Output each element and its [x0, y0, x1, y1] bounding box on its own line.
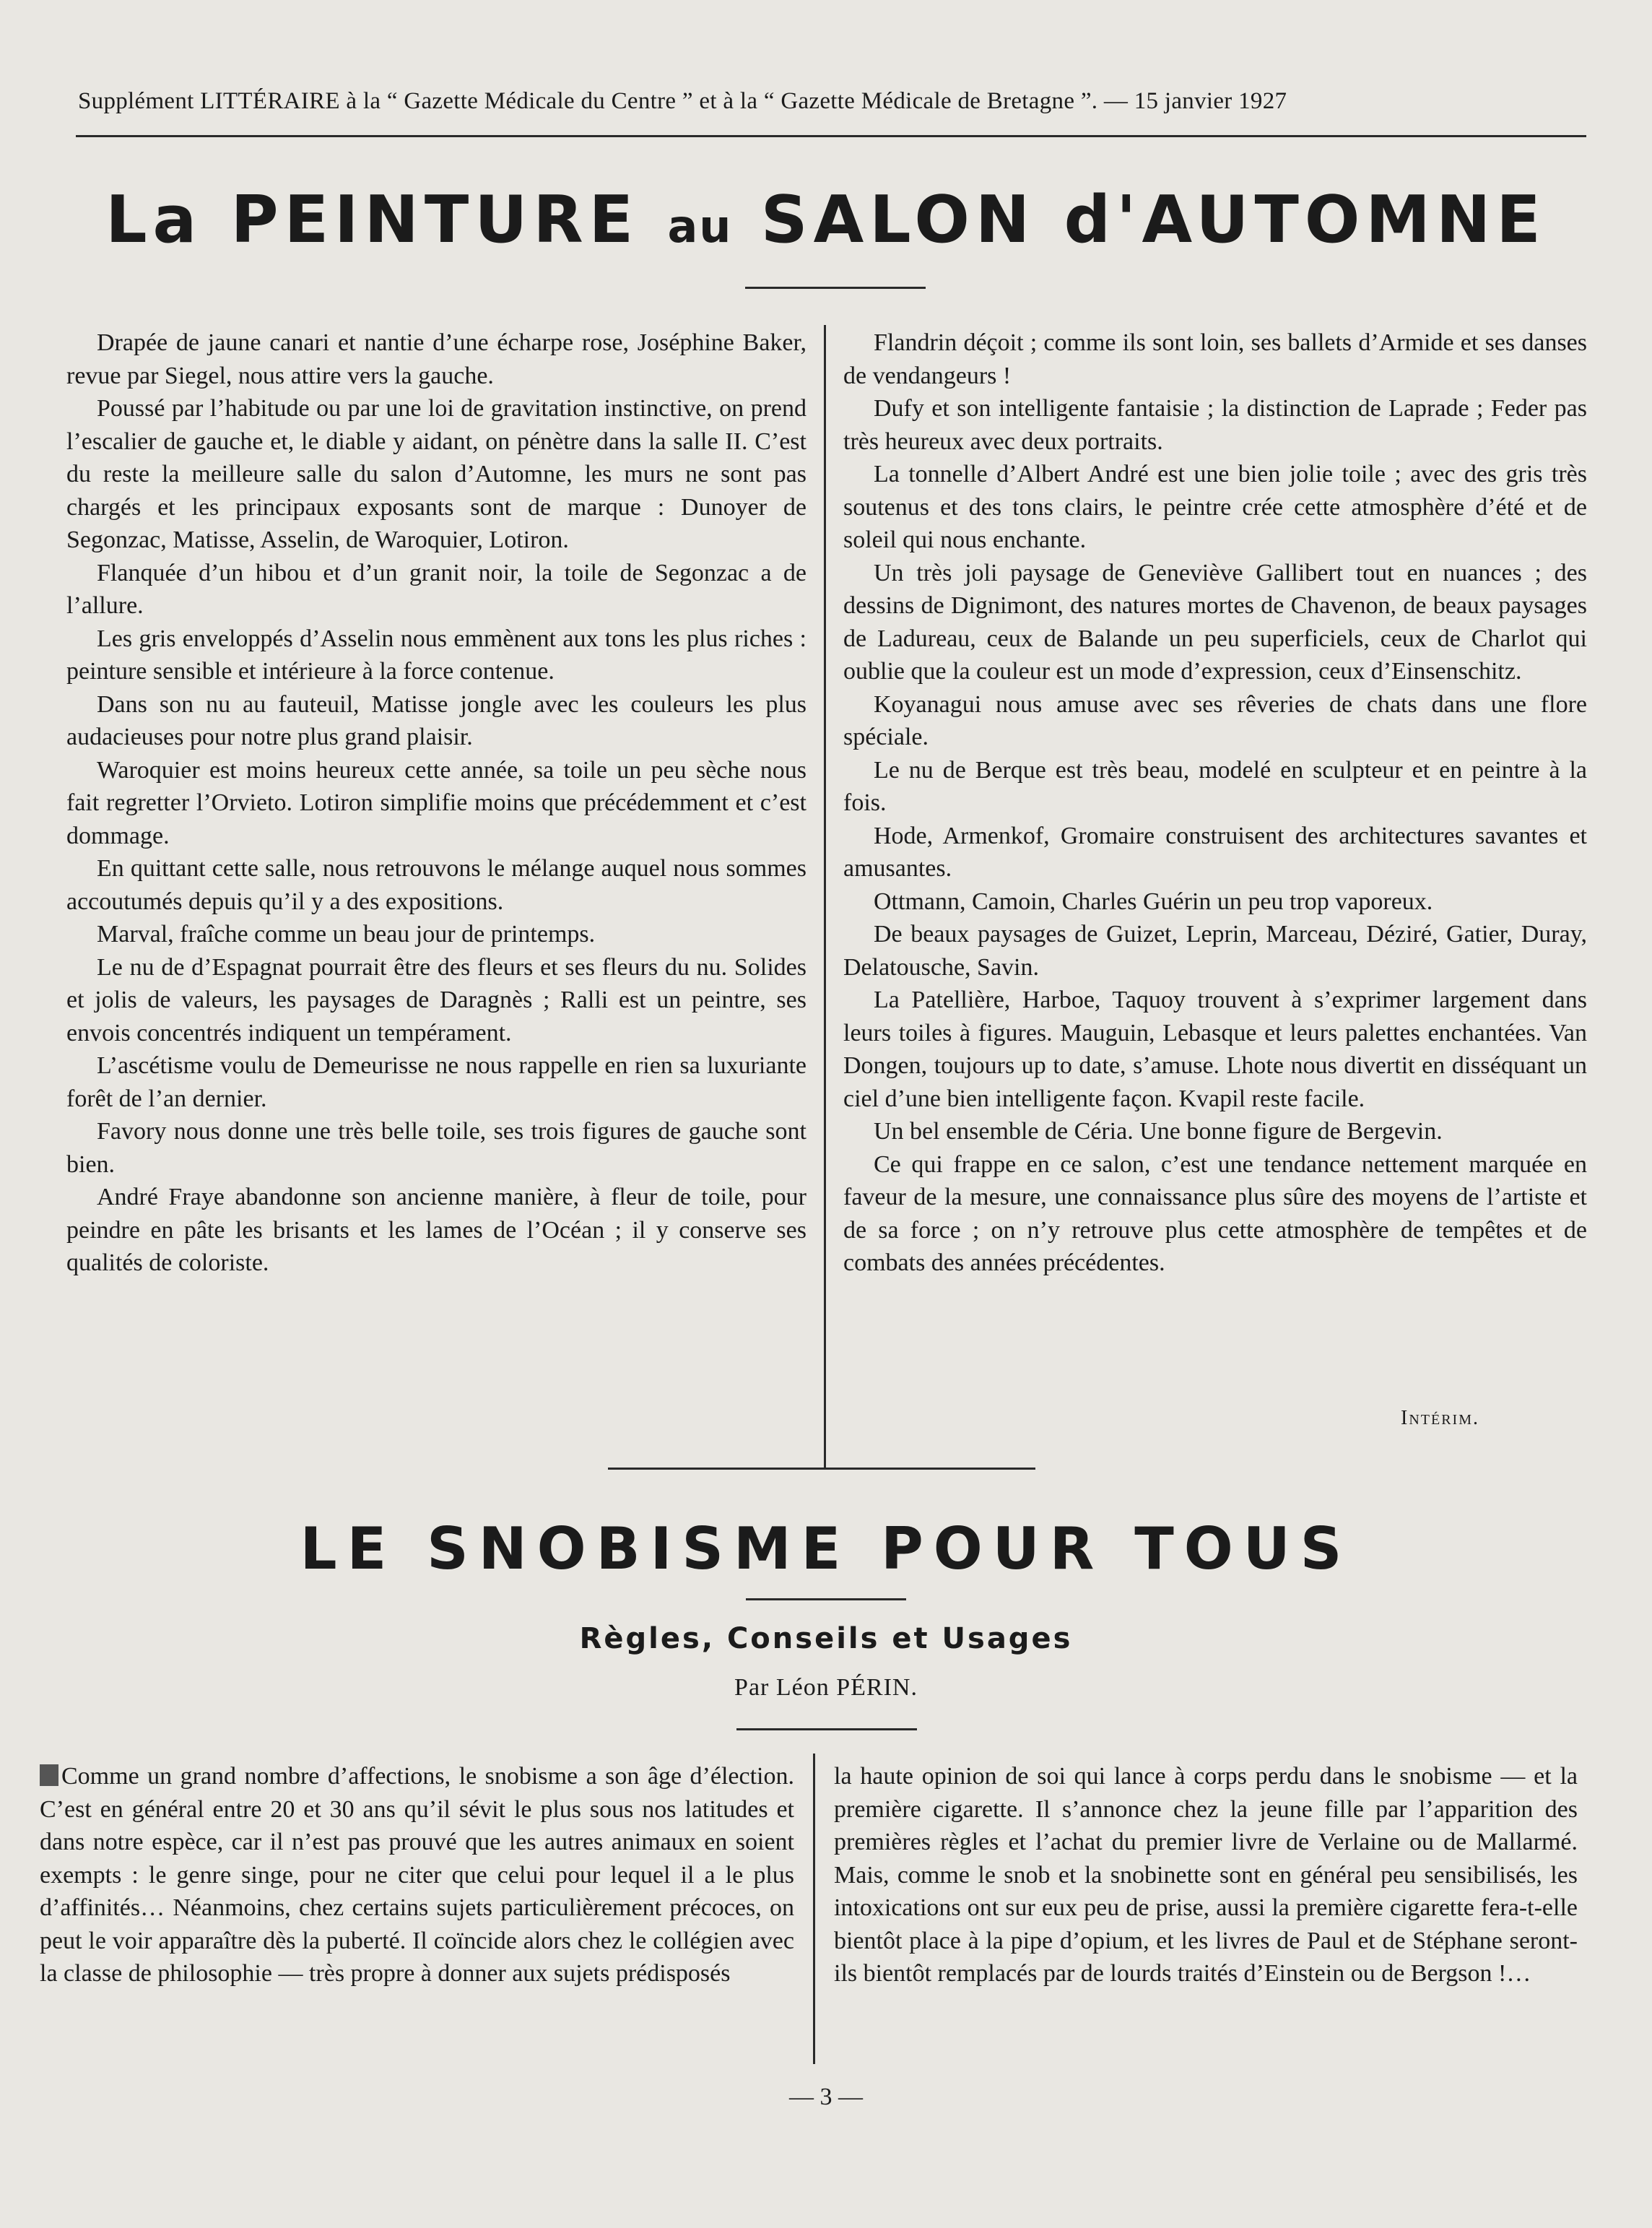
article1-title-part3: SALON d'AUTOMNE — [760, 182, 1547, 258]
paragraph: Un très joli paysage de Geneviève Gallibert tout en nuances ; des dessins de Dignimont, des natures mortes de Chavenon, de beaux paysages de Ladureau, ceux de Balande un peu superficiels, ceux de Charlot qui oublie que la couleur est un mode d’expression, ceux d’Einsenschitz. — [843, 559, 1587, 685]
supplement-header: Supplément LITTÉRAIRE à la “ Gazette Médicale du Centre ” et à la “ Gazette Médicale de Bretagne ”. — 15 janvier 1927 — [78, 88, 1287, 114]
paragraph: la haute opinion de soi qui lance à corps perdu dans le snobisme — et la première cigarette. Il s’annonce chez la jeune fille par l’apparition des premières règles et l’achat du premier livre de Verlaine ou de Mallarmé. Mais, comme le snob et la snobinette sont en général peu sensibilisés, les intoxications ont sur eux peu de prise, aussi la première cigarette fera-t-elle bientôt place à la pipe d’opium, et les livres de Paul et de Stéphane seront-ils bientôt remplacés par de lourds traités d’Einstein ou de Bergson !… — [834, 1763, 1578, 1987]
paragraph: Waroquier est moins heureux cette année, sa toile un peu sèche nous fait regretter l’Orvieto. Lotiron simplifie moins que précédemment et c’est dommage. — [66, 756, 807, 849]
section-separator-rule — [608, 1468, 1035, 1470]
paragraph: Ottmann, Camoin, Charles Guérin un peu trop vaporeux. — [874, 888, 1433, 915]
lettrine-mark — [40, 1764, 58, 1786]
article1-signature: Intérim. — [1401, 1407, 1479, 1429]
article1-title-part2: au — [667, 200, 733, 253]
article2-column-2 — [834, 1760, 1578, 1990]
article2-subtitle: Règles, Conseils et Usages — [579, 1622, 1073, 1655]
article1-column-1 — [66, 326, 807, 1280]
paragraph: Koyanagui nous amuse avec ses rêveries de chats dans une flore spéciale. — [843, 690, 1587, 750]
article2-byline: Par Léon PÉRIN. — [734, 1674, 918, 1701]
column-divider — [824, 325, 826, 1468]
paragraph: Poussé par l’habitude ou par une loi de gravitation instinctive, on prend l’escalier de gauche et, le diable y aidant, on pénètre dans la salle II. C’est du reste la meilleure salle du salon d’Automne, les murs ne sont pas chargés et les principaux exposants sont de marque : Dunoyer de Segonzac, Matisse, Asselin, de Waroquier, Lotiron. — [66, 395, 807, 553]
column-divider — [813, 1754, 815, 2064]
paragraph: Dans son nu au fauteuil, Matisse jongle avec les couleurs les plus audacieuses pour notre plus grand plaisir. — [66, 690, 807, 750]
article2-title-rule — [746, 1598, 906, 1600]
paragraph: Ce qui frappe en ce salon, c’est une tendance nettement marquée en faveur de la mesure, une connaissance plus sûre des moyens de l’artiste et de sa force ; on n’y retrouve plus cette atmosphère de tempêtes et de combats des années précédentes. — [843, 1150, 1587, 1276]
paragraph: La Patellière, Harboe, Taquoy trouvent à s’exprimer largement dans leurs toiles à figures. Mauguin, Lebasque et leurs palettes enchantées. Van Dongen, toujours up to date, s’amuse. Lhote nous divertit en disséquant un ciel d’une bien intelligente façon. Kvapil reste facile. — [843, 987, 1587, 1112]
paragraph: De beaux paysages de Guizet, Leprin, Marceau, Déziré, Gatier, Duray, Delatousche, Savin. — [843, 921, 1587, 981]
header-rule — [76, 135, 1586, 137]
paragraph: L’ascétisme voulu de Demeurisse ne nous rappelle en rien sa luxuriante forêt de l’an dernier. — [66, 1052, 807, 1112]
paragraph: Favory nous donne une très belle toile, ses trois figures de gauche sont bien. — [66, 1118, 807, 1178]
paragraph: Hode, Armenkof, Gromaire construisent des architectures savantes et amusantes. — [843, 822, 1587, 882]
paragraph: Le nu de Berque est très beau, modelé en sculpteur et en peintre à la fois. — [843, 756, 1587, 816]
paragraph: La tonnelle d’Albert André est une bien jolie toile ; avec des gris très soutenus et des tons clairs, le peintre crée cette atmosphère d’été et de soleil qui nous enchante. — [843, 461, 1587, 553]
paragraph — [40, 1760, 794, 1990]
paragraph: Drapée de jaune canari et nantie d’une écharpe rose, Joséphine Baker, revue par Siegel, nous attire vers la gauche. — [66, 329, 807, 389]
article1-title-rule — [745, 287, 926, 289]
paragraph: Flanquée d’un hibou et d’un granit noir, la toile de Segonzac a de l’allure. — [66, 559, 807, 619]
paragraph: Les gris enveloppés d’Asselin nous emmènent aux tons les plus riches : peinture sensible et intérieure à la force contenue. — [66, 625, 807, 685]
paragraph: Marval, fraîche comme un beau jour de printemps. — [97, 921, 596, 948]
article2-byline-rule — [736, 1728, 917, 1730]
article1-column-2 — [843, 326, 1587, 1280]
paragraph: Un bel ensemble de Céria. Une bonne figure de Bergevin. — [874, 1118, 1443, 1145]
article2-column-1 — [40, 1760, 794, 1990]
paragraph: André Fraye abandonne son ancienne manière, à fleur de toile, pour peindre en pâte les brisants et les lames de l’Océan ; il y conserve ses qualités de coloriste. — [66, 1184, 807, 1276]
article1-title-part1: La PEINTURE — [105, 182, 640, 258]
paragraph: Le nu de d’Espagnat pourrait être des fleurs et ses fleurs du nu. Solides et jolis de valeurs, les paysages de Daragnès ; Ralli est un peintre, ses envois concentrés indiquent un tempérament. — [66, 953, 807, 1046]
page-number: — 3 — — [789, 2084, 863, 2110]
paragraph: En quittant cette salle, nous retrouvons le mélange auquel nous sommes accoutumés depuis qu’il y a des expositions. — [66, 855, 807, 915]
paragraph-text: Comme un grand nombre d’affections, le snobisme a son âge d’élection. C’est en général entre 20 et 30 ans qu’il sévit le plus sous nos latitudes et dans notre espèce, car il n’est pas prouvé que les autres animaux en soient exempts : le genre singe, pour ne citer que celui pour lequel il a le plus d’affinités… Néanmoins, chez certains sujets particulièrement précoces, on peut le voir apparaître dès la puberté. Il coïncide alors chez le collégien avec la classe de philosophie — très propre à donner aux sujets prédisposés — [40, 1763, 794, 1987]
paragraph: Flandrin déçoit ; comme ils sont loin, ses ballets d’Armide et ses danses de vendangeurs ! — [843, 329, 1587, 389]
paragraph: Dufy et son intelligente fantaisie ; la distinction de Laprade ; Feder pas très heureux avec deux portraits. — [843, 395, 1587, 455]
article1-title — [0, 182, 1652, 258]
article2-title: LE SNOBISME POUR TOUS — [300, 1515, 1352, 1582]
